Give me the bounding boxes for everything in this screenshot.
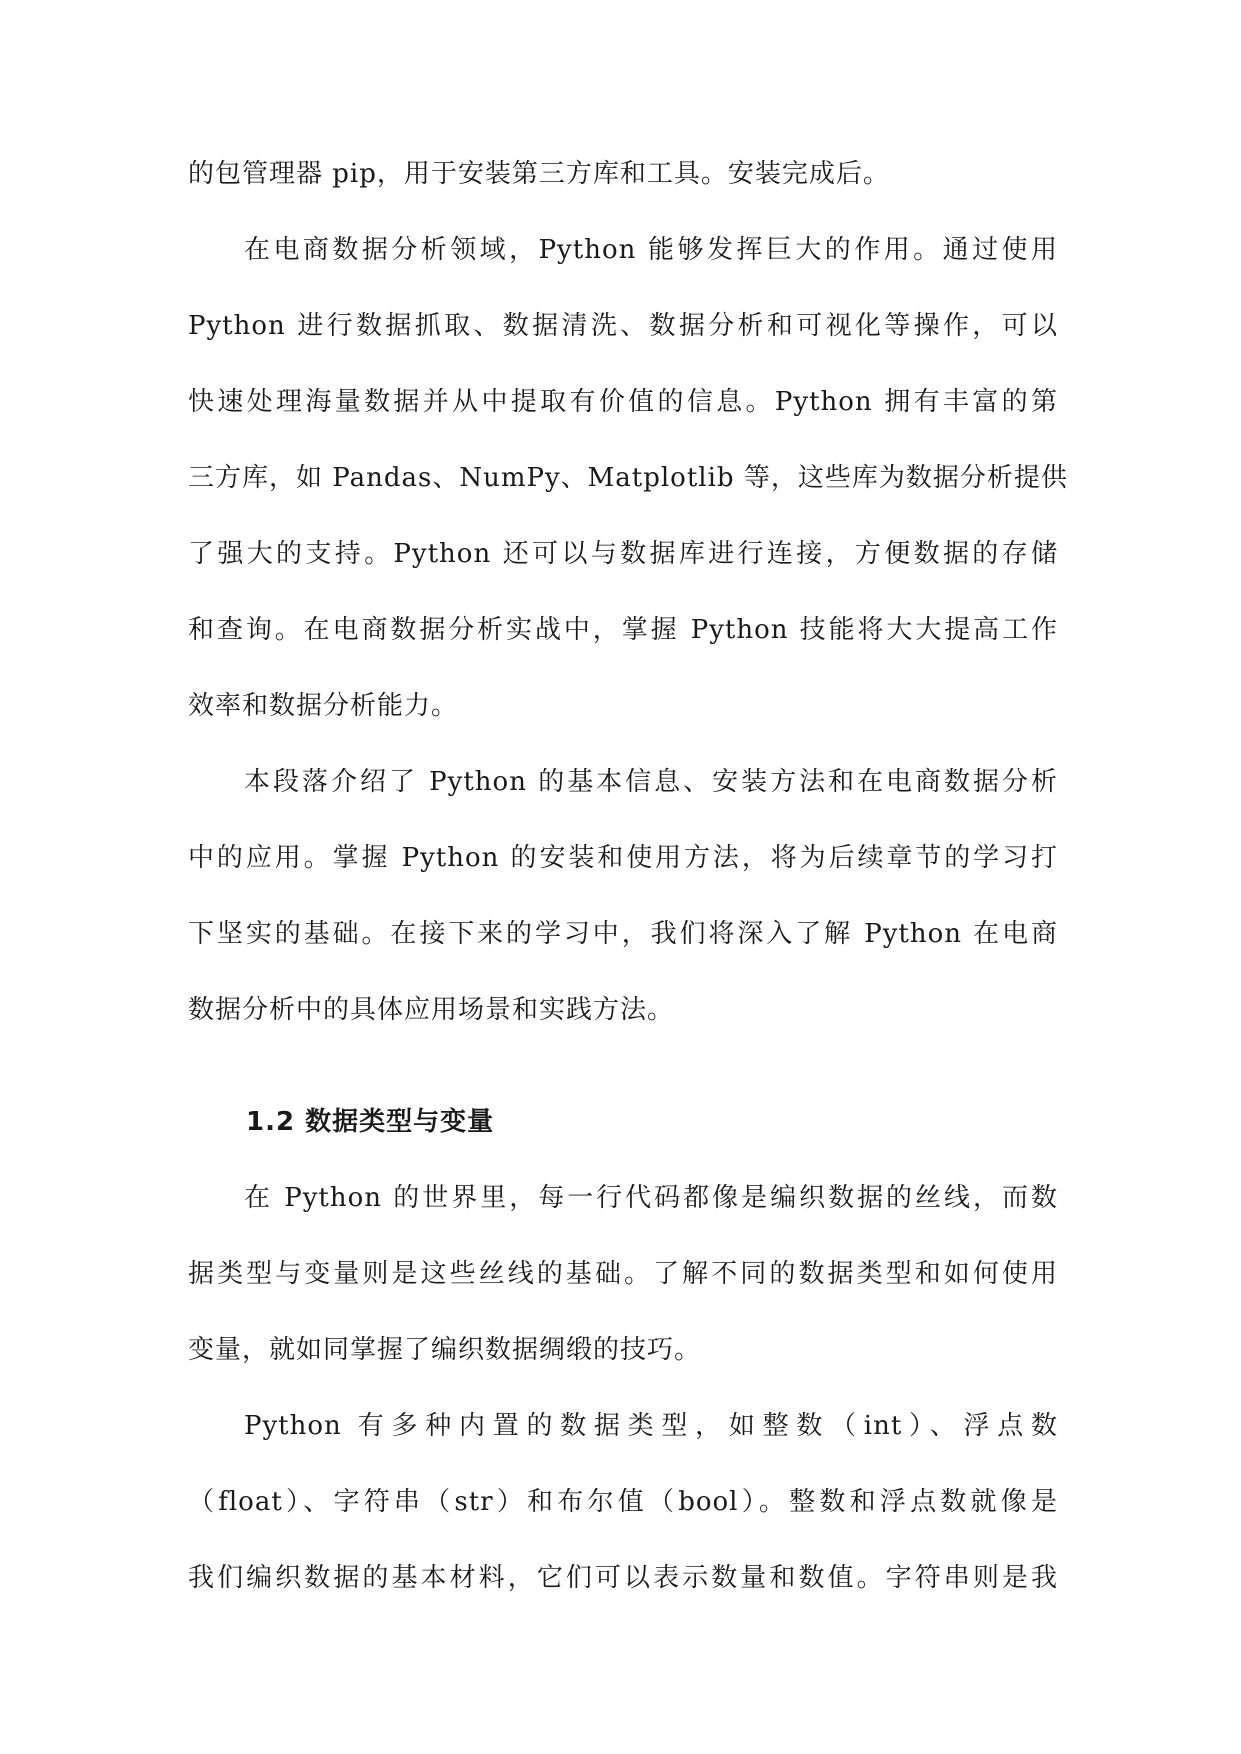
paragraph-line: Python 有多种内置的数据类型，如整数（int）、浮点数 [244,1411,1058,1441]
paragraph-line: 我们编织数据的基本材料，它们可以表示数量和数值。字符串则是我 [188,1563,1058,1593]
paragraph-line: 效率和数据分析能力。 [188,691,459,721]
paragraphs-before-heading [188,136,1068,1048]
paragraph-line: 的包管理器 pip，用于安装第三方库和工具。安装完成后。 [188,159,890,189]
paragraph-line: 在电商数据分析领域，Python 能够发挥巨大的作用。通过使用 [244,235,1058,265]
paragraph [188,136,1058,212]
paragraph [188,1160,1058,1388]
document-body [188,136,1068,1616]
paragraph-line: Python 进行数据抓取、数据清洗、数据分析和可视化等操作，可以 [188,311,1058,341]
paragraph-line: 变量，就如同掌握了编织数据绸缎的技巧。 [188,1335,702,1365]
paragraph-line: 快速处理海量数据并从中提取有价值的信息。Python 拥有丰富的第 [188,387,1058,417]
paragraph-line: 和查询。在电商数据分析实战中，掌握 Python 技能将大大提高工作 [188,615,1058,645]
paragraph [188,744,1058,1048]
paragraph [188,212,1068,744]
paragraph-line: 三方库，如 Pandas、NumPy、Matplotlib 等，这些库为数据分析提供 [188,463,1068,493]
paragraph-line: 数据分析中的具体应用场景和实践方法。 [188,995,675,1025]
paragraph-line: 下坚实的基础。在接下来的学习中，我们将深入了解 Python 在电商 [188,919,1058,949]
paragraph-line: 了强大的支持。Python 还可以与数据库进行连接，方便数据的存储 [188,539,1058,569]
paragraph-line: 中的应用。掌握 Python 的安装和使用方法，将为后续章节的学习打 [188,843,1058,873]
section-heading: 1.2 数据类型与变量 [246,1107,495,1137]
paragraphs-after-heading [188,1160,1058,1616]
paragraph-line: （float）、字符串（str）和布尔值（bool）。整数和浮点数就像是 [188,1487,1058,1517]
paragraph-line: 在 Python 的世界里，每一行代码都像是编织数据的丝线，而数 [244,1183,1058,1213]
paragraph [188,1388,1058,1616]
paragraph-line: 据类型与变量则是这些丝线的基础。了解不同的数据类型和如何使用 [188,1259,1058,1289]
paragraph-line: 本段落介绍了 Python 的基本信息、安装方法和在电商数据分析 [244,767,1058,797]
